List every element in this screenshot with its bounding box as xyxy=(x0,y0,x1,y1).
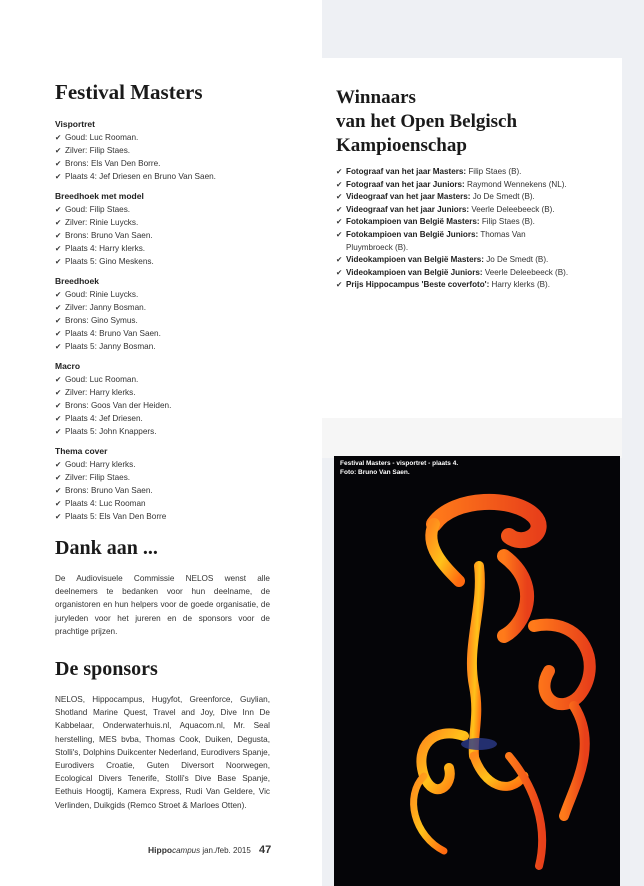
checkmark-icon: ✔ xyxy=(55,146,62,155)
checkmark-icon: ✔ xyxy=(55,414,62,423)
award-item xyxy=(55,216,270,229)
winner-item xyxy=(336,254,572,267)
festival-title: Festival Masters xyxy=(55,80,203,104)
checkmark-icon: ✔ xyxy=(55,244,62,253)
award-list xyxy=(55,373,270,438)
award-text: Plaats 5: Els Van Den Borre xyxy=(65,512,167,521)
winner-item xyxy=(336,267,572,280)
checkmark-icon: ✔ xyxy=(55,427,62,436)
winner-label: Videograaf van het jaar Juniors: xyxy=(346,204,470,214)
winner-label: Fotograaf van het jaar Juniors: xyxy=(346,179,465,189)
checkmark-icon: ✔ xyxy=(55,486,62,495)
checkmark-icon: ✔ xyxy=(336,280,343,290)
winner-item xyxy=(336,204,572,217)
award-text: Goud: Rinie Luycks. xyxy=(65,290,139,299)
winner-item xyxy=(336,166,572,179)
award-item xyxy=(55,314,270,327)
checkmark-icon: ✔ xyxy=(55,172,62,181)
checkmark-icon: ✔ xyxy=(55,316,62,325)
winners-title-line: van het Open Belgisch xyxy=(336,111,518,132)
winners-title-line: Winnaars xyxy=(336,87,416,108)
award-text: Plaats 4: Bruno Van Saen. xyxy=(65,329,161,338)
winner-name: Jo De Smedt (B). xyxy=(470,192,535,202)
checkmark-icon: ✔ xyxy=(55,290,62,299)
checkmark-icon: ✔ xyxy=(336,167,343,176)
checkmark-icon: ✔ xyxy=(55,218,62,227)
award-text: Goud: Luc Rooman. xyxy=(65,133,139,142)
award-item xyxy=(55,144,270,157)
award-item xyxy=(55,497,270,510)
footer-brand: Hippo xyxy=(148,845,173,855)
winner-name: Jo De Smedt (B). xyxy=(483,255,549,265)
award-text: Plaats 4: Jef Driesen. xyxy=(65,414,143,423)
award-text: Plaats 5: Janny Bosman. xyxy=(65,342,156,351)
winner-label: Fotokampioen van België Juniors: xyxy=(346,229,479,239)
award-item xyxy=(55,425,270,438)
thanks-text: De Audiovisuele Commissie NELOS wenst alle deelnemers te bedanken voor hun deelname, de organistoren en hun helpers voor de goede organisatie, de juryleden voor het jureren en de sponsors voor de prachtige prijzen. xyxy=(55,574,270,636)
checkmark-icon: ✔ xyxy=(336,229,343,239)
award-item xyxy=(55,131,270,144)
award-text: Zilver: Rinie Luycks. xyxy=(65,218,139,227)
award-item xyxy=(55,458,270,471)
checkmark-icon: ✔ xyxy=(336,217,343,227)
photo-credit: Foto: Bruno Van Saen. xyxy=(340,469,410,476)
award-text: Brons: Bruno Van Saen. xyxy=(65,486,153,495)
award-text: Zilver: Filip Staes. xyxy=(65,146,131,155)
award-text: Brons: Gino Symus. xyxy=(65,316,138,325)
award-text: Goud: Harry klerks. xyxy=(65,460,136,469)
winner-item xyxy=(336,179,572,192)
winner-name: Thomas Van Pluymbroeck (B). xyxy=(346,229,526,252)
award-text: Brons: Bruno Van Saen. xyxy=(65,231,153,240)
award-item xyxy=(55,386,270,399)
winners-list xyxy=(336,166,572,292)
checkmark-icon: ✔ xyxy=(336,267,343,277)
left-column xyxy=(55,80,270,832)
winner-label: Videokampioen van België Masters: xyxy=(346,255,484,265)
winner-name: Raymond Wennekens (NL). xyxy=(464,179,567,189)
award-categories xyxy=(55,119,270,523)
checkmark-icon: ✔ xyxy=(55,231,62,240)
checkmark-icon: ✔ xyxy=(336,192,343,202)
checkmark-icon: ✔ xyxy=(55,460,62,469)
seahorse-illustration xyxy=(334,456,620,886)
checkmark-icon: ✔ xyxy=(55,329,62,338)
winner-name: Filip Staes (B). xyxy=(466,167,522,176)
award-list xyxy=(55,131,270,183)
category-title: Breedhoek xyxy=(55,276,99,286)
checkmark-icon: ✔ xyxy=(55,133,62,142)
page-footer xyxy=(148,844,271,856)
sponsors-title: De sponsors xyxy=(55,658,158,681)
award-item xyxy=(55,157,270,170)
winner-label: Prijs Hippocampus 'Beste coverfoto': xyxy=(346,280,490,290)
winners-title xyxy=(336,86,572,158)
winner-label: Fotograaf van het jaar Masters: xyxy=(346,167,467,176)
award-item xyxy=(55,340,270,353)
category-title: Macro xyxy=(55,361,81,371)
award-item xyxy=(55,471,270,484)
award-item xyxy=(55,301,270,314)
category-title: Breedhoek met model xyxy=(55,191,144,201)
award-item xyxy=(55,412,270,425)
award-item xyxy=(55,255,270,268)
award-item xyxy=(55,510,270,523)
thanks-title: Dank aan ... xyxy=(55,537,158,559)
checkmark-icon: ✔ xyxy=(55,342,62,351)
winner-item xyxy=(336,229,572,254)
award-list xyxy=(55,288,270,353)
award-text: Plaats 5: John Knappers. xyxy=(65,427,157,436)
category-title: Visportret xyxy=(55,119,95,129)
winner-item xyxy=(336,279,572,292)
checkmark-icon: ✔ xyxy=(336,255,343,265)
winner-label: Videokampioen van België Juniors: xyxy=(346,267,483,277)
winner-name: Veerle Deleebeeck (B). xyxy=(469,204,555,214)
footer-issue: jan./feb. 2015 xyxy=(200,846,251,855)
checkmark-icon: ✔ xyxy=(55,473,62,482)
sponsors-text: NELOS, Hippocampus, Hugyfot, Greenforce, Guylian, Shotland Marine Quest, Travel and Joy, Dive Inn De Kabbelaar, Onderwaterhuis.nl, Aquacom.nl, Mr. Seal herstelling, MES bvba, Thomas Cook, Duiken, Degusta, Stolli's, Dolphins Duikcenter Nederland, Eurodivers Spanje, Eurodivers Croatie, Guten Diversort Noorwegen, Ecological Divers Tenerife, Stolli's Dive Base Spanje, Eethuis Hoogtij, Kamera Express, Rudi Van Geldere, Vic Verlinden, Duikgids (Remco Stroet & Marloes Otten). xyxy=(55,695,271,810)
award-text: Goud: Luc Rooman. xyxy=(65,375,139,384)
award-item xyxy=(55,229,270,242)
winner-item xyxy=(336,191,572,204)
winner-label: Videograaf van het jaar Masters: xyxy=(346,192,471,202)
award-item xyxy=(55,203,270,216)
award-item xyxy=(55,484,270,497)
footer-brand-suffix: campus xyxy=(172,846,201,855)
award-list xyxy=(55,203,270,268)
page-number: 47 xyxy=(259,844,272,856)
photo-caption: Festival Masters - visportret - plaats 4. xyxy=(340,460,459,467)
checkmark-icon: ✔ xyxy=(55,375,62,384)
winners-section xyxy=(336,86,572,292)
checkmark-icon: ✔ xyxy=(55,303,62,312)
checkmark-icon: ✔ xyxy=(55,512,62,521)
winner-name: Harry klerks (B). xyxy=(489,280,550,290)
checkmark-icon: ✔ xyxy=(336,204,343,214)
winner-label: Fotokampioen van België Masters: xyxy=(346,217,480,227)
award-text: Plaats 5: Gino Meskens. xyxy=(65,257,154,266)
winner-item xyxy=(336,216,572,229)
winner-name: Veerle Deleebeeck (B). xyxy=(482,267,569,277)
award-text: Zilver: Filip Staes. xyxy=(65,473,131,482)
award-text: Goud: Filip Staes. xyxy=(65,205,131,214)
award-item xyxy=(55,288,270,301)
award-item xyxy=(55,170,270,183)
checkmark-icon: ✔ xyxy=(55,257,62,266)
checkmark-icon: ✔ xyxy=(55,388,62,397)
award-text: Brons: Goos Van der Heiden. xyxy=(65,401,172,410)
checkmark-icon: ✔ xyxy=(55,499,62,508)
award-item xyxy=(55,327,270,340)
award-item xyxy=(55,399,270,412)
award-text: Plaats 4: Jef Driesen en Bruno Van Saen. xyxy=(65,172,216,181)
award-text: Plaats 4: Harry klerks. xyxy=(65,244,146,253)
panel-divider xyxy=(322,418,622,458)
award-item xyxy=(55,242,270,255)
award-item xyxy=(55,373,270,386)
seahorse-photo xyxy=(334,456,620,886)
award-text: Zilver: Harry klerks. xyxy=(65,388,136,397)
checkmark-icon: ✔ xyxy=(336,179,343,189)
winners-title-line: Kampioenschap xyxy=(336,135,467,156)
checkmark-icon: ✔ xyxy=(55,401,62,410)
award-text: Brons: Els Van Den Borre. xyxy=(65,159,161,168)
award-list xyxy=(55,458,270,523)
winner-name: Filip Staes (B). xyxy=(479,217,535,227)
checkmark-icon: ✔ xyxy=(55,205,62,214)
category-title: Thema cover xyxy=(55,446,108,456)
checkmark-icon: ✔ xyxy=(55,159,62,168)
award-text: Zilver: Janny Bosman. xyxy=(65,303,146,312)
award-text: Plaats 4: Luc Rooman xyxy=(65,499,146,508)
